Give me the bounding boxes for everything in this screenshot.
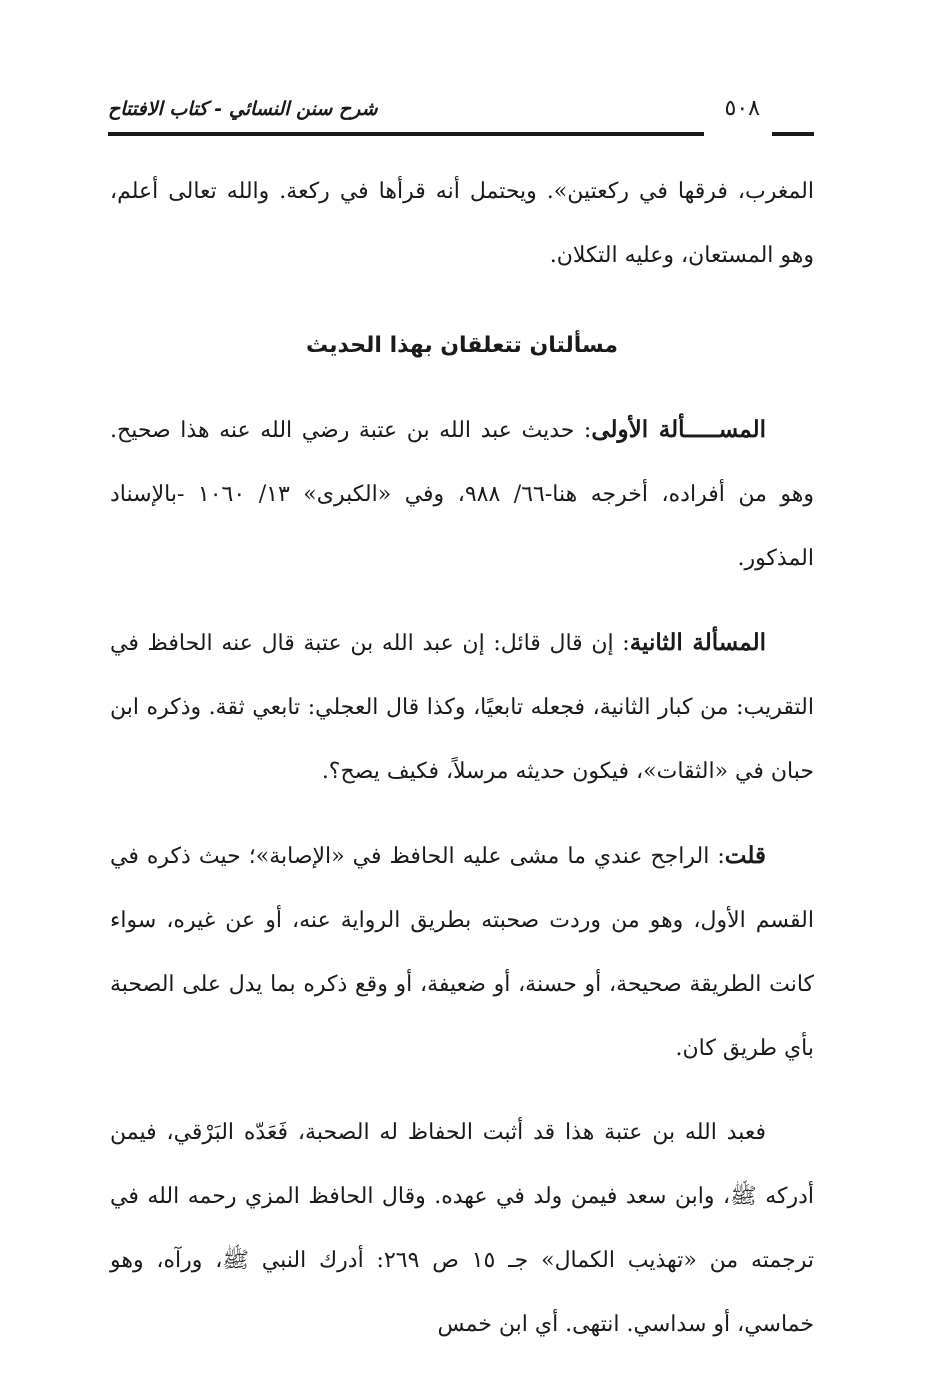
first-issue-text: : حديث عبد الله بن عتبة رضي الله عنه هذا صحيح. وهو من أفراده، أخرجه هنا-٦٦/ ٩٨٨، وفي «الكبرى» ١٣/ ١٠٦٠ -بالإسناد المذكور. bbox=[110, 418, 815, 571]
section-title: مسألتان تتعلقان بهذا الحديث bbox=[306, 333, 618, 358]
paragraph-answer bbox=[110, 824, 814, 1081]
second-issue-heading: المسألة الثانية bbox=[629, 629, 766, 656]
first-issue-heading: المســـــألة الأولى bbox=[591, 416, 766, 443]
page-header bbox=[108, 92, 814, 142]
paragraph-gap bbox=[110, 591, 814, 611]
running-title: شرح سنن النسائي - كتاب الافتتاح bbox=[108, 98, 378, 120]
paragraph-continuation: المغرب، فرقها في ركعتين». ويحتمل أنه قرأها في ركعة. والله تعالى أعلم، وهو المستعان، وعليه التكلان. bbox=[110, 179, 814, 268]
paragraph-conclusion: فعبد الله بن عتبة هذا قد أثبت الحفاظ له الصحبة، فَعَدّه البَرْقي، فيمن أدركه ﷺ، وابن سعد فيمن ولد في عهده. وقال الحافظ المزي رحمه الله في ترجمته من «تهذيب الكمال» جـ ١٥ ص ٢٦٩: أدرك النبي ﷺ، ورآه، وهو خماسي، أو سداسي. انتهى. أي ابن خمس bbox=[110, 1120, 815, 1337]
page-body bbox=[110, 160, 814, 1357]
paragraph-gap bbox=[110, 1081, 814, 1101]
paragraph-first-issue bbox=[110, 398, 814, 591]
header-rule bbox=[108, 132, 704, 136]
answer-heading: قلت bbox=[724, 842, 766, 869]
paragraph-gap bbox=[110, 804, 814, 824]
header-rule-short bbox=[772, 132, 814, 136]
second-issue-text: : إن قال قائل: إن عبد الله بن عتبة قال عنه الحافظ في التقريب: من كبار الثانية، فجعله تابعيًا، وكذا قال العجلي: تابعي ثقة. وذكره ابن حبان في «الثقات»، فيكون حديثه مرسلاً، فكيف يصح؟. bbox=[110, 631, 814, 784]
page-number: ٥٠٨ bbox=[724, 96, 760, 121]
answer-text: : الراجح عندي ما مشى عليه الحافظ في «الإصابة»؛ حيث ذكره في القسم الأول، وهو من وردت صحبته بطريق الرواية عنه، أو عن غيره، سواء كانت الطريقة صحيحة، أو حسنة، أو ضعيفة، أو وقع ذكره بما يدل على الصحبة بأي طريق كان. bbox=[110, 844, 814, 1061]
paragraph-second-issue bbox=[110, 611, 814, 804]
